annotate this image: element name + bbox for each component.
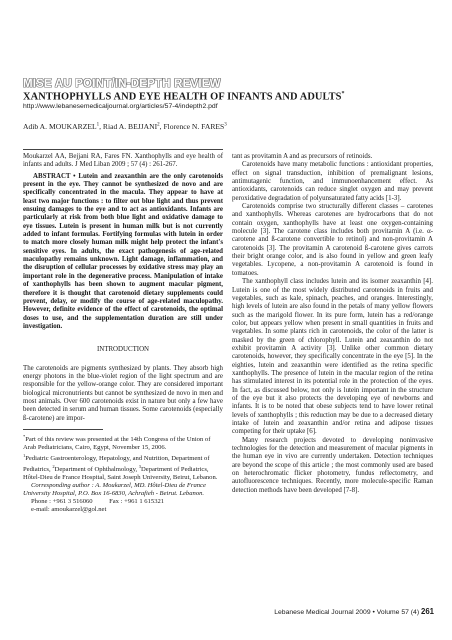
header-divider	[23, 149, 223, 150]
abstract: ABSTRACT • Lutein and zeaxanthin are the only carotenoids present in the eye. They cannot be synthesized de novo and are specifically concentrated in the macula. They appear to have at least two major functions : to filter out blue light and thus prevent ensuing damages to the eye and to act as antioxidants. Infants are particularly at risk from both blue light and oxidative damage to eye tissues. Lutein is present in human milk but is not currently added to infant formulas. Fortifying formulas with lutein in order to match more closely human milk might help protect the infant's sensitive eyes. In adults, the exact pathogenesis of age-related maculopathy remains unknown. Light damage, inflammation, and the disruption of cellular processes by oxidative stress may play an important role in the degenerative process. Manipulation of intake of xanthophylls has been shown to augment macular pigment, therefore it is thought that carotenoid dietary supplements could prevent, delay, or modify the course of age-related maculopathy. However, definite evidence of the effect of carotenoids, the optimal doses to use, and the supplementation duration are still under investigation.	[23, 172, 223, 330]
footnote-email[interactable]: e-mail: amoukarzel@gol.net	[31, 505, 107, 513]
left-column	[23, 153, 223, 514]
footnote-divider	[23, 429, 103, 430]
author-name: Florence N. FARES	[163, 122, 225, 131]
author-affiliation: 2	[157, 122, 160, 128]
author-name: Adib A. MOUKARZEL	[23, 122, 97, 131]
body-paragraph: Carotenoids comprise two structurally different classes – carotenes and xanthophylls. Whereas carotenes are hydrocarbons that do not contain oxygen, xanthophylls have at least one oxygen-containing molecule [3]. The carotene class includes both provitamin A (i.e. α-carotene and ß-carotene convertible to retinol) and non-provitamin A carotenoids [3]. The provitamin A carotenoid ß-carotene gives carrots their bright orange color, and is also found in yellow and green leafy vegetables. Lycopene, a non-provitamin A carotenoid is found in tomatoes.	[232, 203, 433, 277]
citation: Moukarzel AA, Bejjani RA, Fares FN. Xanthophylls and eye health of infants and adults. J Med Liban 2009 ; 57 (4) : 261-267.	[23, 153, 223, 169]
footnote-presentation: *Part of this review was presented at the 14th Congress of the Union of Arab Pediatricians, Cairo, Egypt, November 15, 2006.	[23, 433, 211, 452]
author-name: Riad A. BEJJANI	[102, 122, 158, 131]
right-column	[232, 153, 433, 495]
body-paragraph: Carotenoids have many metabolic functions : antioxidant properties, effect on signal transduction, inhibition of premalignant lesions, antimutagenic function, and immunoenhancement effect. As antioxidants, carotenoids can reduce singlet oxygen and may prevent peroxidative degradation of polyunsaturated fatty acids [1-3].	[232, 161, 433, 202]
body-paragraph: tant as provitamin A and as precursors of retinoids.	[232, 153, 373, 160]
title-footnote-mark: *	[341, 91, 345, 97]
body-paragraph: The xanthophyll class includes lutein and its isomer zeaxanthin [4]. Lutein is one of the most widely distributed carotenoids in fruits and vegetables, such as kale, spinach, peaches, and oranges. Interestingly, high levels of lutein are also found in the petals of many yellow flowers such as the marigold flower. In its pure form, lutein has a red/orange color, but appears yellow when present in small quantities in fruits and vegetables. In some plants rich in carotenoids, the color of the latter is masked by the green of chlorophyll. Lutein and zeaxanthin do not exhibit provitamin A activity [3]. Unlike other common dietary carotenoids, however, they specifically concentrate in the eye [5]. In the eighties, lutein and zeaxanthin were identified as the retina specific xanthophylls. The presence of lutein in the macular region of the retina has stimulated interest in its potential role in the protection of the eyes. In fact, as discussed below, not only is lutein important in the structure of the eye but it also protects the developing eye of newborns and infants. It is to be noted that obese subjects tend to have lower retinal levels of xanthophylls ; this reduction may be due to a decreased dietary intake of lutein and zeaxanthin and/or retina and adipose tissues competing for their uptake [6].	[232, 278, 433, 436]
title-text: XANTHOPHYLLS AND EYE HEALTH OF INFANTS AND ADULTS	[23, 91, 342, 103]
article-url[interactable]: http://www.lebanesemedicaljournal.org/articles/57-4/indepth2.pdf	[23, 103, 218, 110]
page-number: 261	[420, 607, 434, 616]
author-list: Adib A. MOUKARZEL$^1$, Riad A. BEJJANI$^2$, Florence N. FARES$^3$	[23, 122, 227, 131]
section-label: MISE AU POINT/IN-DEPTH REVIEW	[23, 78, 221, 90]
body-paragraph: Many research projects devoted to developing noninvasive technologies for the detection and measurement of macular pigments in the human eye in vivo are currently undertaken. Detection techniques are beyond the scope of this article ; the most commonly used are based on heterochromatic flicker photometry, fundus reflectometry, and autofluorescence techniques. Recently, more molecule-specific Raman detection methods have been developed [7-8].	[232, 436, 433, 494]
author-affiliation: 3	[224, 122, 227, 128]
footnote-phone: Phone : +961 3 516060 Fax : +961 1 615321	[31, 497, 165, 505]
footnotes	[23, 433, 223, 514]
journal-name: Lebanese Medical Journal 2009 • Volume 57 (4)	[274, 609, 420, 616]
intro-heading: INTRODUCTION	[96, 346, 150, 354]
footnote-corresponding: Corresponding author : A. Moukarzel, MD. Hôtel-Dieu de France University Hospital, P.O. Box 16-6830, Achrafieh - Beirut. Lebanon.	[23, 482, 206, 497]
intro-paragraph: The carotenoids are pigments synthesized by plants. They absorb high energy photons in the blue-violet region of the light spectrum and are responsible for the yellow-orange color. They are considered important biological micronutrients but cannot be synthesized de novo in men and most animals. Over 600 carotenoids exist in nature but only a few have been detected in serum and human tissues. Some carotenoids (especially ß-carotene) are impor-	[23, 364, 223, 422]
article-title	[23, 91, 345, 102]
page-footer	[274, 607, 434, 616]
footnote-affiliations: $^1$Pediatric Gastroenterology, Hepatology, and Nutrition, Department of Pediatrics, $^2$Department of Ophthalmology, $^3$Department of Pediatrics, Hôtel-Dieu de France Hospital, Saint Joseph University, Beirut, Lebanon.	[23, 452, 218, 482]
author-affiliation: 1	[96, 122, 100, 128]
